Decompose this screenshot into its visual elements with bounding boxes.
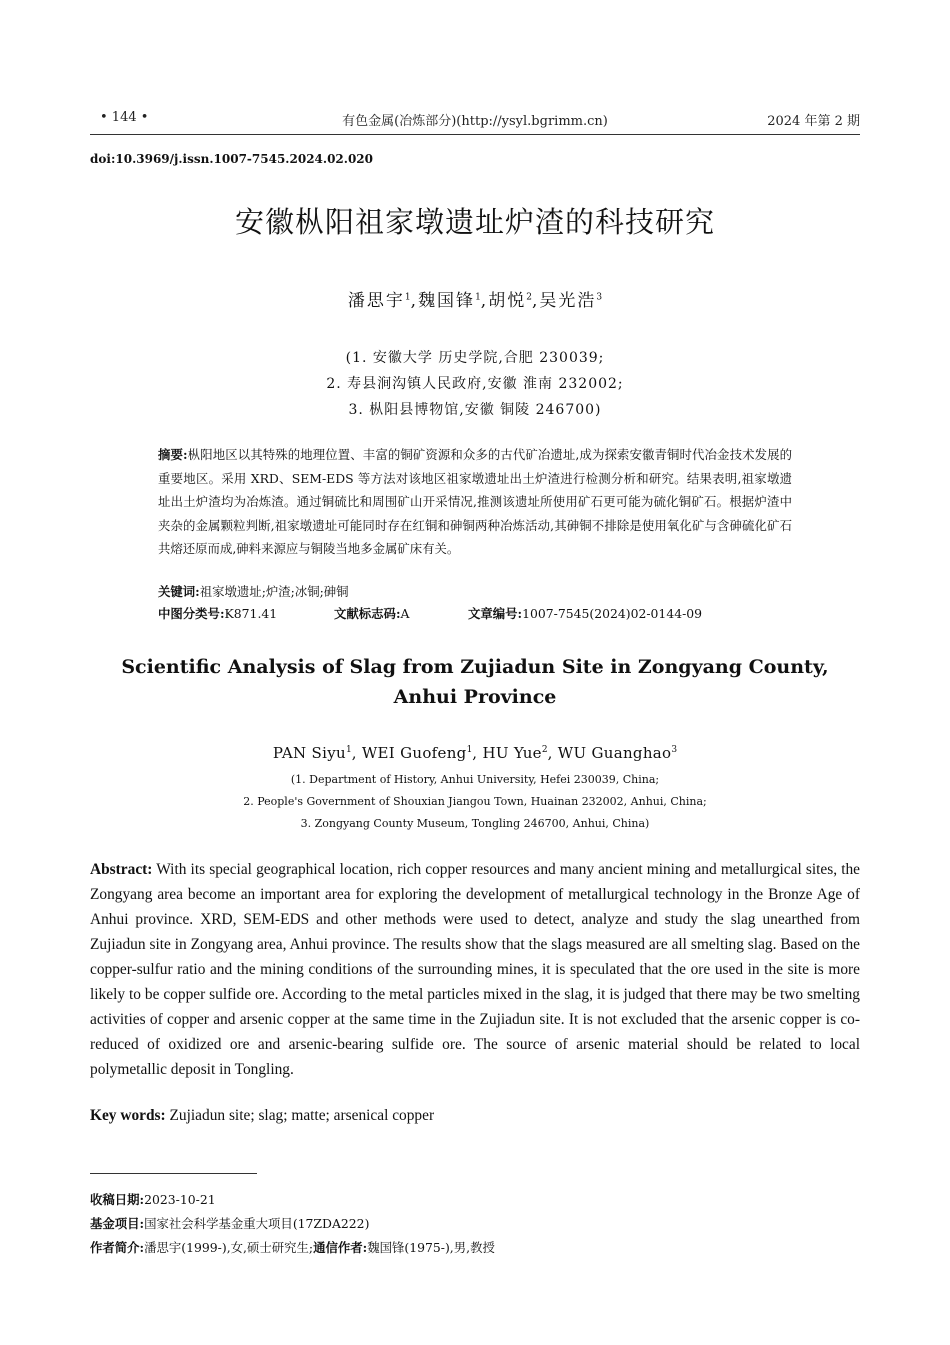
footnote-rule (90, 1173, 257, 1174)
author-bio-label: 作者简介: (90, 1240, 145, 1255)
footnote-received (90, 1190, 216, 1208)
author-sup: 2 (541, 745, 548, 755)
affiliation-line: (1. Department of History, Anhui University, Hefei 230039, China; (290, 773, 660, 786)
title-line: Scientific Analysis of Slag from Zujiadun Site in Zongyang County, (121, 656, 829, 678)
author-name: PAN Siyu (272, 744, 346, 762)
keywords-english (90, 1107, 434, 1125)
abstract-text: 枞阳地区以其特殊的地理位置、丰富的铜矿资源和众多的古代矿冶遗址,成为探索安徽青铜时代冶金技术发展的重要地区。采用 XRD、SEM-EDS 等方法对该地区祖家墩遗址出土炉渣进行检测分析和研究。结果表明,祖家墩遗址出土炉渣均为冶炼渣。通过铜硫比和周围矿山开采情况,推测该遗址所使用矿石更可能为硫化铜矿石。根据炉渣中夹杂的金属颗粒判断,祖家墩遗址可能同时存在红铜和砷铜两种冶炼活动,其砷铜不排除是使用氧化矿与含砷硫化矿石共熔还原而成,砷料来源应与铜陵当地多金属矿床有关。 (158, 447, 792, 556)
affiliations-chinese (0, 345, 950, 423)
keywords-text: 祖家墩遗址;炉渣;冰铜;砷铜 (199, 584, 349, 599)
keywords-label: Key words: (90, 1107, 166, 1124)
abstract-text: With its special geographical location, rich copper resources and many ancient mining and metallurgical sites, the Zongyang area become an important area for exploring the development of metallurgical technology in the Bronze Age of Anhui province. XRD, SEM-EDS and other methods were used to detect, analyze and study the slag unearthed from Zujiadun site in Zongyang area, Anhui province. The results show that the slags measured are all smelting slag. Based on the copper-sulfur ratio and the mining conditions of the surrounding mines, it is speculated that the ore used in the site is more likely to be copper sulfide ore. According to the metal particles mixed in the slag, it is judged that there may be two smelting activities of copper and arsenic copper at the same time in the Zujiadun site. It is not excluded that the arsenic copper is co-reduced of oxidized ore and arsenic-bearing sulfide ore. The source of arsenic material should be related to local polymetallic deposit in Tongling. (90, 861, 860, 1078)
art-label: 文章编号: (468, 606, 523, 621)
clc-value: K871.41 (224, 606, 278, 621)
author-sup: 3 (596, 292, 603, 303)
author-sup: 1 (345, 745, 352, 755)
doc-label: 文献标志码: (334, 606, 401, 621)
abstract-label: Abstract: (90, 861, 153, 878)
header-rule (90, 134, 860, 135)
title-line: Anhui Province (393, 686, 557, 708)
author-sup: 1 (404, 292, 411, 303)
running-header (90, 108, 860, 132)
fund-value: 国家社会科学基金重大项目(17ZDA222) (144, 1216, 370, 1231)
issue-label: 2024 年第 2 期 (767, 114, 860, 129)
keywords-chinese (158, 582, 349, 602)
affiliations-english (0, 769, 950, 835)
author-sup: 3 (671, 745, 678, 755)
article-number (468, 604, 702, 624)
author-sup: 2 (526, 292, 532, 303)
affiliation-line: 3. 枞阳县博物馆,安徽 铜陵 246700) (348, 402, 602, 418)
fund-label: 基金项目: (90, 1216, 145, 1231)
author-sup: 1 (475, 292, 481, 303)
keywords-text: Zujiadun site; slag; matte; arsenical copper (169, 1107, 435, 1124)
author-name: 魏国锋 (418, 291, 476, 311)
abstract-english (90, 857, 860, 1082)
abstract-label: 摘要: (158, 447, 188, 462)
authors-english: PAN Siyu$^1$, WEI Guofeng$^1$, HU Yue$^2$, WU Guanghao$^3$ (272, 744, 678, 762)
author-sup: 1 (466, 745, 473, 755)
document-code (334, 604, 409, 624)
footnote-fund (90, 1214, 369, 1232)
art-value: 1007-7545(2024)02-0144-09 (522, 606, 703, 621)
author-name: 潘思宇 (347, 291, 405, 311)
doi: doi:10.3969/j.issn.1007-7545.2024.02.020 (90, 152, 373, 166)
clc-number (158, 604, 277, 624)
title-chinese: 安徽枞阳祖家墩遗址炉渣的科技研究 (234, 205, 715, 239)
corresponding-label: 通信作者: (313, 1240, 368, 1255)
author-name: WU Guanghao (557, 744, 672, 762)
author-bio-value: 潘思宇(1999-),女,硕士研究生; (144, 1240, 314, 1255)
authors-chinese: 潘思宇$^1$,魏国锋$^1$,胡悦$^2$,吴光浩$^3$ (347, 291, 603, 311)
journal-name: 有色金属(冶炼部分)(http://ysyl.bgrimm.cn) (342, 114, 608, 129)
author-name: 吴光浩 (539, 291, 597, 311)
received-value: 2023-10-21 (144, 1192, 216, 1207)
keywords-label: 关键词: (158, 584, 200, 599)
footnote-author (90, 1238, 495, 1256)
clc-label: 中图分类号: (158, 606, 225, 621)
received-label: 收稿日期: (90, 1192, 145, 1207)
page-number: • 144 • (100, 110, 149, 125)
title-english (0, 652, 950, 712)
affiliation-line: 2. People's Government of Shouxian Jiangou Town, Huainan 232002, Anhui, China; (243, 795, 707, 808)
author-name: WEI Guofeng (361, 744, 467, 762)
affiliation-line: (1. 安徽大学 历史学院,合肥 230039; (345, 350, 605, 366)
author-name: 胡悦 (488, 291, 527, 311)
affiliation-line: 3. Zongyang County Museum, Tongling 246700, Anhui, China) (300, 817, 650, 830)
abstract-chinese (158, 443, 792, 561)
author-name: HU Yue (482, 744, 542, 762)
corresponding-value: 魏国锋(1975-),男,教授 (367, 1240, 495, 1255)
doc-value: A (400, 606, 410, 621)
affiliation-line: 2. 寿县涧沟镇人民政府,安徽 淮南 232002; (326, 376, 624, 392)
